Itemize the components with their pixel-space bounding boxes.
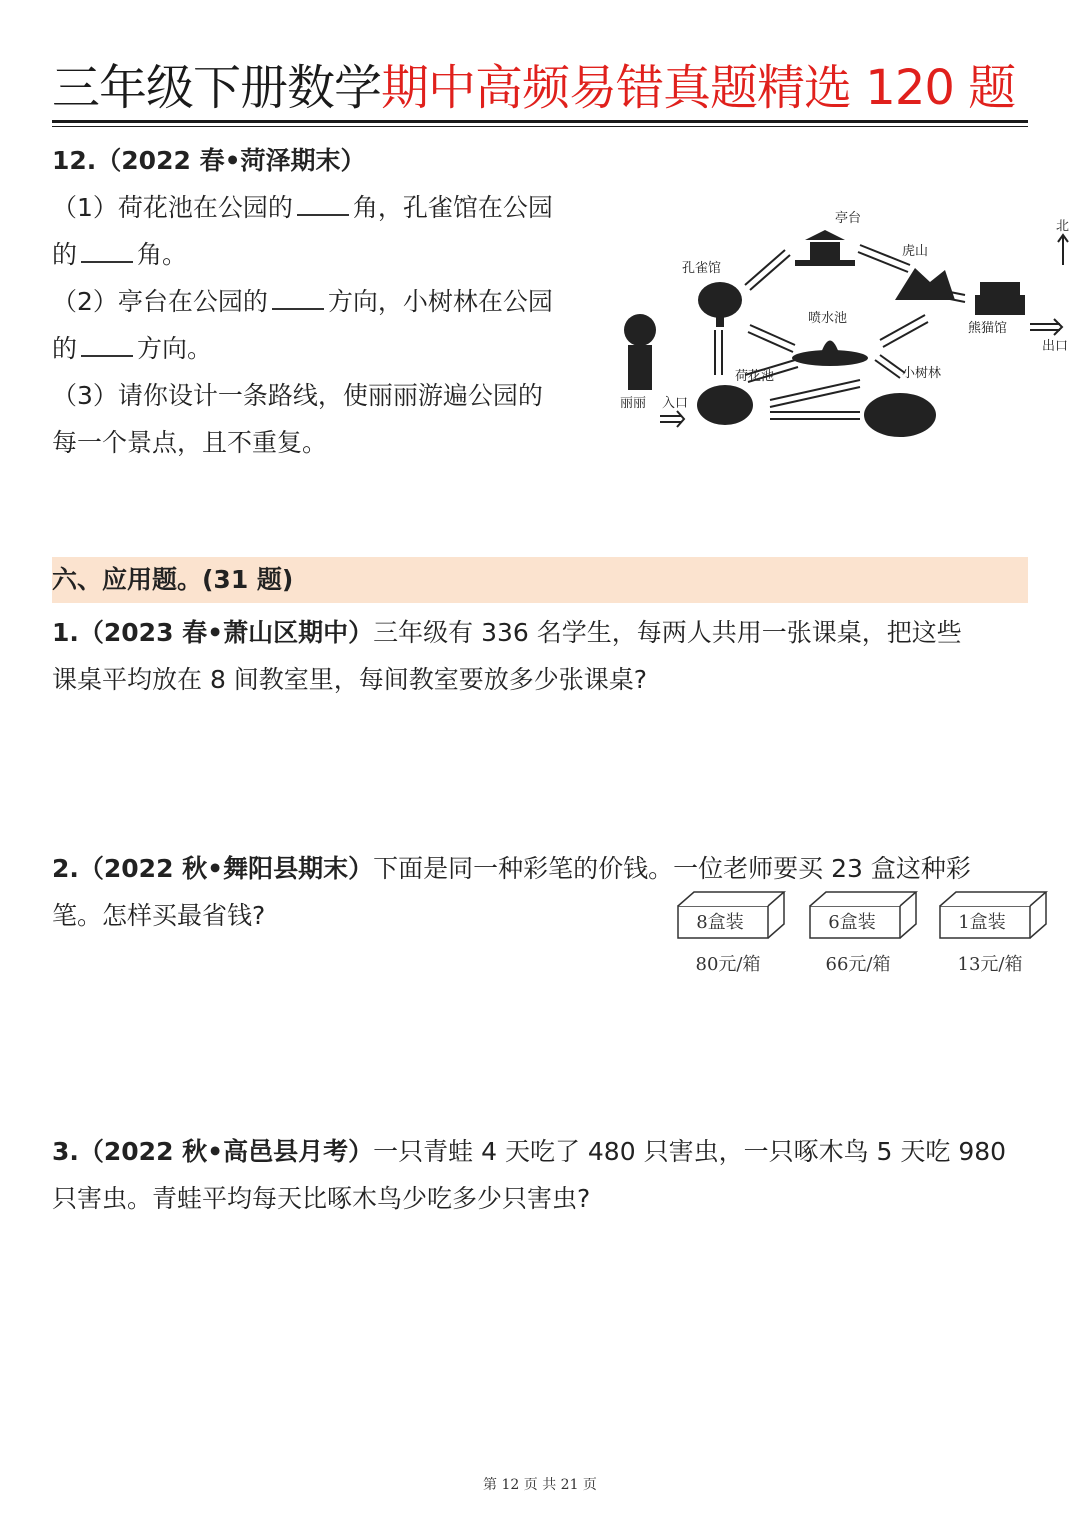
box-6-price: 66元/箱 [825, 954, 891, 975]
q1-text1: 三年级有 336 名学生，每两人共用一张课桌，把这些 [373, 618, 962, 647]
map-label-pavilion: 亭台 [835, 211, 862, 226]
q12-part3-line2: 每一个景点，且不重复。 [52, 428, 328, 457]
title-rule-thin [52, 126, 1028, 127]
answer-blank[interactable] [81, 335, 133, 357]
q12-p2d: 方向。 [137, 334, 213, 363]
map-label-grove: 小树林 [902, 366, 942, 381]
map-label-panda: 熊猫馆 [968, 321, 1008, 336]
title-rule-thick [52, 120, 1028, 123]
q12-p2c: 的 [52, 334, 78, 363]
q1-line2: 课桌平均放在 8 间教室里，每间教室要放多少张课桌? [52, 665, 648, 694]
park-map [610, 200, 1080, 460]
box-1-label: 1盒装 [958, 912, 1006, 933]
q12-p1a: （1）荷花池在公园的 [52, 193, 293, 222]
q2-line1 [52, 852, 971, 886]
map-label-lotus: 荷花池 [735, 369, 775, 384]
q3-line1 [52, 1135, 1006, 1169]
page-footer: 第 12 页 共 21 页 [483, 1477, 597, 1493]
q12-p2b: 方向，小树林在公园 [327, 287, 553, 316]
q12-p1c: 的 [52, 240, 78, 269]
q12-part1-line2 [52, 238, 187, 272]
q2-source: 2.（2022 秋•舞阳县期末） [52, 854, 374, 883]
q12-p1d: 角。 [137, 240, 188, 269]
box-6-label: 6盒装 [828, 912, 876, 933]
q1-source: 1.（2023 春•萧山区期中） [52, 618, 374, 647]
q2-line2: 笔。怎样买最省钱? [52, 901, 266, 930]
q3-line2: 只害虫。青蛙平均每天比啄木鸟少吃多少只害虫? [52, 1184, 591, 1213]
box-8-label: 8盒装 [696, 912, 744, 933]
q2-text1: 下面是同一种彩笔的价钱。一位老师要买 23 盒这种彩 [373, 854, 971, 883]
map-label-peacock: 孔雀馆 [682, 261, 722, 276]
answer-blank[interactable] [81, 241, 133, 263]
q3-text1: 一只青蛙 4 天吃了 480 只害虫，一只啄木鸟 5 天吃 980 [373, 1137, 1007, 1166]
section-title: 六、应用题。(31 题) [52, 565, 294, 594]
q12-part3-line1: （3）请你设计一条路线，使丽丽游遍公园的 [52, 381, 543, 410]
map-label-north: 北 [1056, 219, 1070, 234]
answer-blank[interactable] [272, 288, 324, 310]
map-label-exit: 出口 [1042, 339, 1069, 354]
title-part-red: 期中高频易错真题精选 120 题 [381, 60, 1016, 116]
q12-part2-line1 [52, 285, 553, 319]
q12-p1b: 角，孔雀馆在公园 [352, 193, 553, 222]
title-part-black: 三年级下册数学 [52, 60, 382, 116]
q3-source: 3.（2022 秋•高邑县月考） [52, 1137, 374, 1166]
answer-blank[interactable] [297, 194, 349, 216]
box-1-price: 13元/箱 [957, 954, 1023, 975]
section-header [52, 557, 1028, 603]
map-label-tiger-hill: 虎山 [902, 244, 929, 259]
q12-number: 12.（2022 春•菏泽期末） [52, 146, 366, 175]
q12-part2-line2 [52, 332, 212, 366]
box-8-price: 80元/箱 [695, 954, 761, 975]
q1-line1 [52, 616, 962, 650]
map-label-lili: 丽丽 [620, 396, 647, 411]
page-title [52, 58, 1032, 118]
map-label-fountain: 喷水池 [808, 311, 848, 326]
pen-box-prices [672, 888, 1056, 978]
q12-p2a: （2）亭台在公园的 [52, 287, 268, 316]
q12-part1-line1 [52, 191, 553, 225]
map-label-entrance: 入口 [662, 396, 689, 411]
